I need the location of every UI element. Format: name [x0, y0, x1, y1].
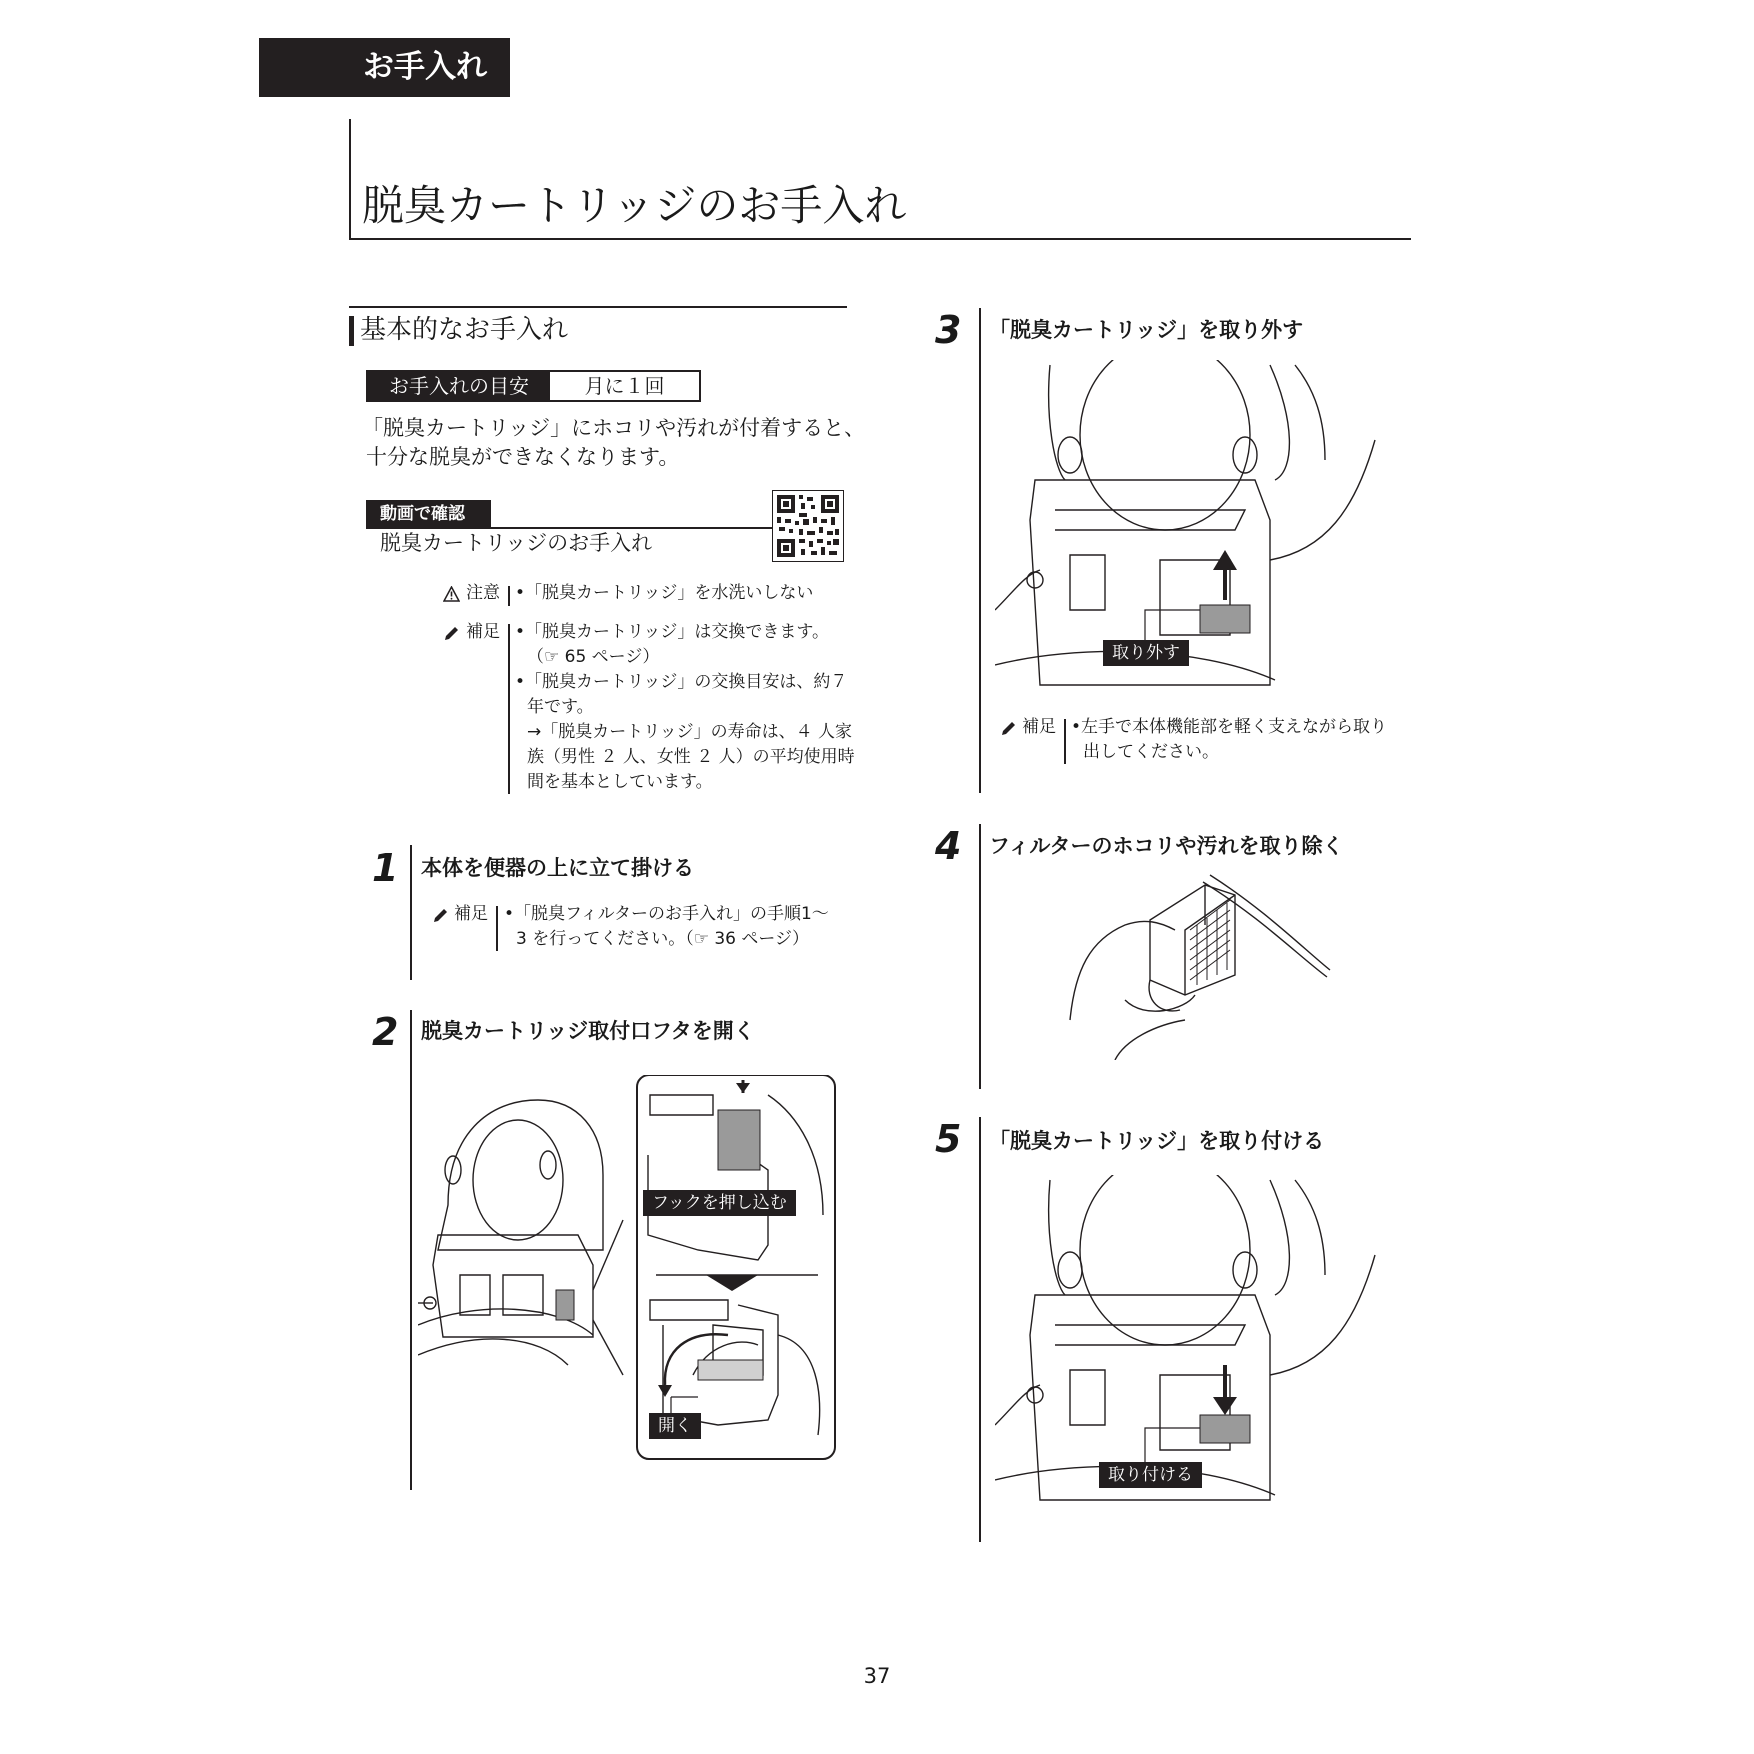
step-3-note-line-2: 出してください。	[1083, 742, 1219, 762]
warning-triangle-icon	[443, 586, 460, 602]
video-tab: 動画で確認	[366, 500, 491, 528]
subsection-rule	[349, 306, 847, 308]
supplement-line-1: •「脱臭カートリッジ」は交換できます。	[515, 622, 829, 642]
step-1-rule	[410, 845, 412, 980]
pencil-icon	[432, 906, 449, 923]
step-3-illustration	[995, 360, 1390, 700]
page-number: 37	[863, 1664, 891, 1688]
step-1-title: 本体を便器の上に立て掛ける	[421, 856, 694, 880]
intro-line-2: 十分な脱臭ができなくなります。	[366, 445, 680, 469]
supplement-line-4: 年です。	[527, 697, 594, 717]
step-1-note-bar	[496, 906, 498, 951]
step-2-number: 2	[372, 1010, 399, 1054]
subsection-heading: 基本的なお手入れ	[360, 315, 569, 345]
supplement-line-2: （☞ 65 ページ）	[527, 647, 660, 667]
care-frequency-box	[366, 370, 701, 402]
step-2-title: 脱臭カートリッジ取付口フタを開く	[421, 1019, 755, 1043]
supplement-line-6: 族（男性 ２ 人、女性 ２ 人）の平均使用時	[527, 747, 855, 767]
supplement-label: 補足	[466, 622, 500, 642]
qr-code-icon[interactable]	[772, 490, 844, 562]
step-1-note-label: 補足	[454, 904, 488, 924]
caution-text: •「脱臭カートリッジ」を水洗いしない	[515, 583, 814, 603]
step-4-number: 4	[935, 824, 962, 868]
step-2-illustration	[418, 1075, 838, 1470]
title-rule-vertical	[349, 119, 351, 239]
intro-line-1: 「脱臭カートリッジ」にホコリや汚れが付着すると、	[362, 416, 866, 440]
page-title: 脱臭カートリッジのお手入れ	[362, 181, 907, 230]
step-5-title: 「脱臭カートリッジ」を取り付ける	[989, 1129, 1325, 1153]
title-rule-horizontal	[349, 238, 1411, 240]
step-1-note-line-1: •「脱臭フィルターのお手入れ」の手順1～	[504, 904, 829, 924]
step-4-illustration	[1065, 870, 1335, 1060]
step-5-rule	[979, 1117, 981, 1542]
step-1-note-line-2: 3 を行ってください。（☞ 36 ページ）	[516, 929, 810, 949]
supplement-bar	[508, 624, 510, 794]
section-tab: お手入れ	[259, 38, 510, 97]
step-1-number: 1	[372, 846, 399, 890]
step-3-note-bar	[1064, 719, 1066, 764]
supplement-line-7: 間を基本としています。	[527, 772, 713, 792]
step-4-title: フィルターのホコリや汚れを取り除く	[989, 834, 1344, 858]
caution-label: 注意	[466, 583, 500, 603]
supplement-line-3: •「脱臭カートリッジ」の交換目安は、約７	[515, 672, 848, 692]
step-2-rule	[410, 1010, 412, 1490]
pencil-icon	[1000, 719, 1017, 736]
step-2-callout-open: 開く	[649, 1413, 701, 1439]
care-frequency-label: お手入れの目安	[368, 372, 550, 400]
step-3-note-line-1: •左手で本体機能部を軽く支えながら取り	[1071, 717, 1388, 737]
step-4-rule	[979, 824, 981, 1089]
step-3-rule	[979, 308, 981, 793]
step-3-callout: 取り外す	[1103, 640, 1189, 666]
supplement-line-5: →「脱臭カートリッジ」の寿命は、４ 人家	[527, 722, 852, 742]
step-3-number: 3	[935, 308, 962, 352]
pencil-icon	[443, 624, 460, 641]
caution-bar	[508, 586, 510, 606]
step-3-note-label: 補足	[1022, 717, 1056, 737]
step-3-title: 「脱臭カートリッジ」を取り外す	[989, 318, 1304, 342]
video-title[interactable]: 脱臭カートリッジのお手入れ	[380, 531, 653, 555]
care-frequency-value: 月に１回	[584, 374, 665, 398]
step-5-callout: 取り付ける	[1099, 1462, 1202, 1488]
step-5-number: 5	[935, 1117, 962, 1161]
step-2-callout-hook: フックを押し込む	[643, 1190, 796, 1216]
subsection-bar	[349, 316, 354, 346]
